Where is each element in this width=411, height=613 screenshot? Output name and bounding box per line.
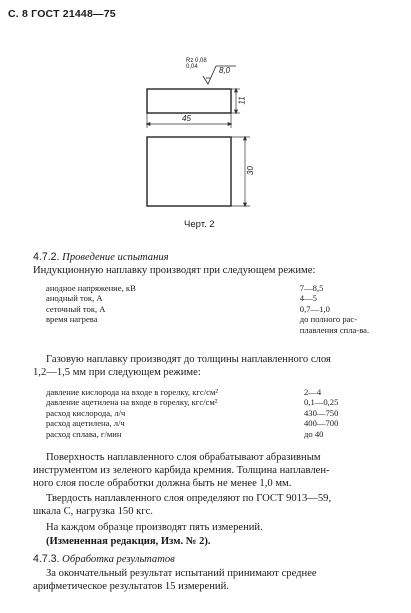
large-specimen-block [147, 137, 231, 206]
results-line-1: За окончательный результат испытаний принимают среднее [46, 568, 317, 579]
induction-intro: Индукционную наплавку производят при следующем режиме: [33, 265, 316, 276]
dim-large-label: 30 [245, 166, 255, 175]
amendment-note: (Измененная редакция, Изм. № 2). [46, 536, 211, 547]
section-number: 4.7.2. [33, 251, 60, 263]
param-label: анодный ток, А [46, 293, 103, 304]
gas-param-label: расход ацетилена, л/ч [46, 418, 125, 429]
figure-caption: Черт. 2 [184, 219, 215, 230]
surface-line-1: Поверхность наплавленного слоя обрабатывают абразивным [46, 452, 321, 463]
gas-param-value: до 40 [304, 428, 324, 439]
gas-param-row [46, 429, 381, 439]
param-value: 7—8,5 [299, 283, 324, 293]
param-value: до полного рас-плавления спла-ва. [299, 314, 370, 335]
drawing-svg [0, 0, 411, 215]
param-label: сеточный ток, А [46, 303, 106, 314]
dim-width-label: 45 [182, 114, 191, 123]
section-title: Обработка результатов [62, 554, 175, 565]
surface-line-3: ного слоя после обработки должна быть не менее 1,0 мм. [33, 478, 292, 489]
gas-param-value: 2—4 [304, 387, 322, 397]
gas-param-value: 0,1—0,25 [304, 397, 339, 408]
technical-drawing [0, 0, 411, 215]
param-row [46, 304, 381, 314]
roughness-line-1: Rz 0,08 [186, 58, 207, 64]
param-value: 0,7—1,0 [299, 303, 330, 314]
results-line-2: арифметическое результатов 15 измерений. [33, 581, 229, 592]
gas-param-row [46, 397, 381, 407]
gas-param-value: 430—750 [304, 407, 339, 418]
roughness-line-2: 0,04 [186, 64, 198, 70]
induction-params-table [46, 283, 381, 335]
gas-param-row [46, 408, 381, 418]
gas-params-table [46, 387, 381, 439]
section-title: Проведение испытания [62, 252, 169, 263]
small-specimen-block [147, 89, 231, 113]
gas-intro-line-1: Газовую наплавку производят до толщины наплавленного слоя [46, 354, 331, 365]
surface-line-2: инструментом из зеленого карбида кремния. Толщина наплавлен- [33, 465, 330, 476]
hardness-line-2: шкала С, нагрузка 150 кгс. [33, 506, 154, 517]
gas-param-value: 400—700 [304, 418, 339, 429]
roughness-value: 8,0 [219, 66, 231, 75]
gas-intro-line-2: 1,2—1,5 мм при следующем режиме: [33, 367, 201, 378]
gas-param-label: давление ацетилена на входе в горелку, кгс/см² [46, 397, 218, 408]
dim-small-label: 11 [237, 96, 247, 105]
section-4-7-2-title [33, 251, 169, 264]
param-row [46, 283, 381, 293]
param-label: анодное напряжение, кВ [46, 283, 136, 293]
gas-param-row [46, 418, 381, 428]
gas-param-row [46, 387, 381, 397]
measurements-line: На каждом образце производят пять измерений. [46, 522, 263, 533]
section-4-7-3-title [33, 553, 175, 566]
param-value: 4—5 [299, 293, 317, 304]
param-row [46, 314, 381, 335]
gas-param-label: давление кислорода на входе в горелку, кгс/см² [46, 387, 218, 397]
param-label: время нагрева [46, 314, 98, 325]
gas-param-label: расход кислорода, л/ч [46, 407, 126, 418]
page-header: С. 8 ГОСТ 21448—75 [8, 8, 116, 20]
hardness-line-1: Твердость наплавленного слоя определяют по ГОСТ 9013—59, [46, 493, 332, 504]
section-number: 4.7.3. [33, 553, 60, 565]
param-row [46, 293, 381, 303]
roughness-label [186, 58, 207, 70]
gas-param-label: расход сплава, г/мин [46, 428, 122, 439]
